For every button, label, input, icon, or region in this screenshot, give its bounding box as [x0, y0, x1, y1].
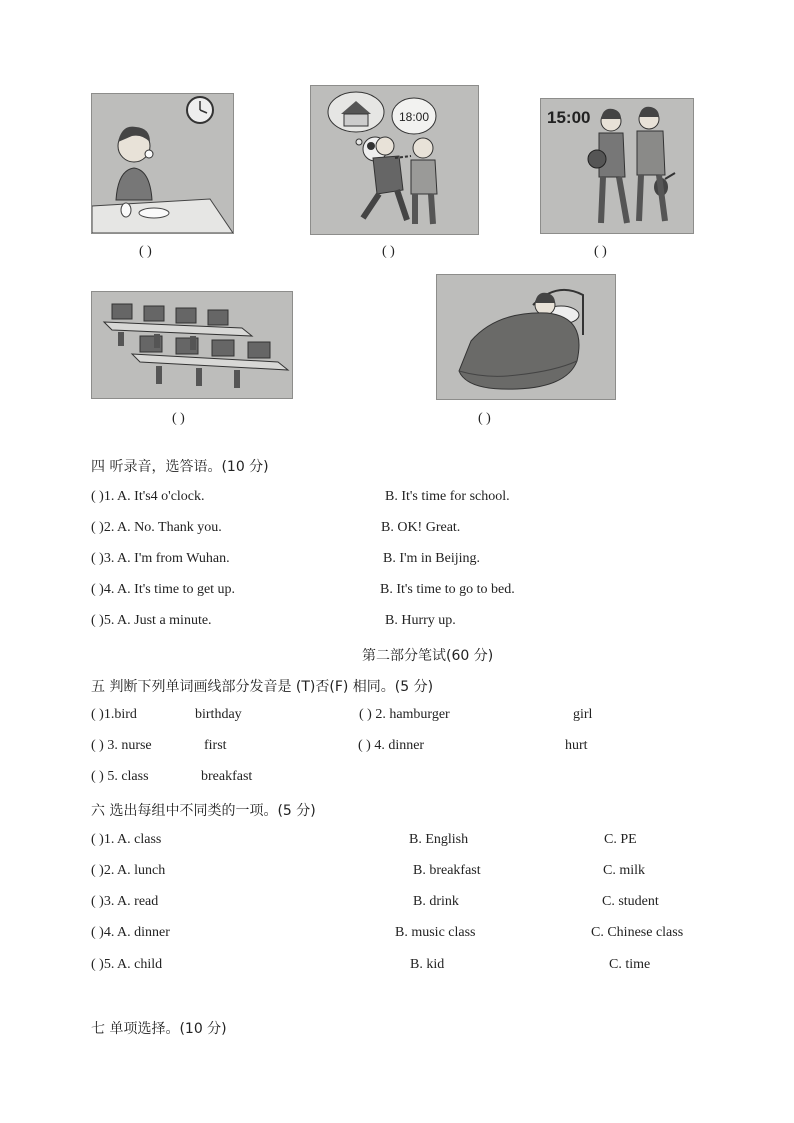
- basketball-icon: [588, 150, 606, 168]
- s4-q1-option-b[interactable]: B. It's time for school.: [385, 489, 510, 504]
- s6-q5-option-c[interactable]: C. time: [609, 957, 651, 972]
- boy-eating-illustration: [92, 94, 233, 233]
- s4-q5-option-b[interactable]: B. Hurry up.: [385, 613, 456, 628]
- clock-time-label: 18:00: [398, 110, 430, 124]
- answer-blank-4[interactable]: ( ): [172, 411, 185, 426]
- s6-q2-option-b[interactable]: B. breakfast: [413, 863, 481, 878]
- section-7-title: 七 单项选择。(10 分): [91, 1021, 227, 1037]
- s6-q3-option-b[interactable]: B. drink: [413, 894, 459, 909]
- s6-q3-option-a[interactable]: ( )3. A. read: [91, 894, 159, 909]
- s5-q3-compare: first: [204, 738, 227, 753]
- s4-q5-option-a[interactable]: ( )5. A. Just a minute.: [91, 613, 212, 628]
- sign-time-label: 15:00: [547, 108, 591, 127]
- boys-sports-illustration: [541, 99, 693, 233]
- part-2-heading: 第二部分笔试(60 分): [362, 648, 494, 664]
- s4-q1-option-a[interactable]: ( )1. A. It's4 o'clock.: [91, 489, 205, 504]
- answer-blank-2[interactable]: ( ): [382, 244, 395, 259]
- s5-q2-compare: girl: [573, 707, 593, 722]
- section-5-title: 五 判断下列单词画线部分发音是 (T)否(F) 相同。(5 分): [91, 679, 434, 695]
- s4-q2-option-a[interactable]: ( )2. A. No. Thank you.: [91, 520, 222, 535]
- s4-q4-option-a[interactable]: ( )4. A. It's time to get up.: [91, 582, 236, 597]
- s4-q3-option-a[interactable]: ( )3. A. I'm from Wuhan.: [91, 551, 230, 566]
- boy-in-bed-illustration: [437, 275, 615, 399]
- answer-blank-5[interactable]: ( ): [478, 411, 491, 426]
- s5-q5-word[interactable]: ( ) 5. class: [91, 769, 149, 784]
- s5-q1-compare: birthday: [195, 707, 242, 722]
- picture-boys-sports: [540, 98, 694, 234]
- s6-q5-option-a[interactable]: ( )5. A. child: [91, 957, 163, 972]
- s6-q4-option-b[interactable]: B. music class: [395, 925, 476, 940]
- s6-q5-option-b[interactable]: B. kid: [410, 957, 445, 972]
- s6-q4-option-c[interactable]: C. Chinese class: [591, 925, 684, 940]
- s5-q3-word[interactable]: ( ) 3. nurse: [91, 738, 152, 753]
- s5-q1-word[interactable]: ( )1.bird: [91, 707, 137, 722]
- s6-q3-option-c[interactable]: C. student: [602, 894, 659, 909]
- picture-boy-eating: [91, 93, 234, 234]
- s6-q2-option-c[interactable]: C. milk: [603, 863, 646, 878]
- computer-room-illustration: [92, 292, 292, 398]
- s4-q2-option-b[interactable]: B. OK! Great.: [381, 520, 461, 535]
- s4-q3-option-b[interactable]: B. I'm in Beijing.: [383, 551, 481, 566]
- s6-q1-option-a[interactable]: ( )1. A. class: [91, 832, 162, 847]
- picture-boys-football: [310, 85, 479, 235]
- s6-q1-option-c[interactable]: C. PE: [604, 832, 637, 847]
- answer-blank-3[interactable]: ( ): [594, 244, 607, 259]
- s5-q4-compare: hurt: [565, 738, 588, 753]
- s6-q2-option-a[interactable]: ( )2. A. lunch: [91, 863, 166, 878]
- s5-q4-word[interactable]: ( ) 4. dinner: [358, 738, 425, 753]
- s6-q1-option-b[interactable]: B. English: [409, 832, 469, 847]
- picture-computer-room: [91, 291, 293, 399]
- section-6-title: 六 选出每组中不同类的一项。(5 分): [91, 803, 316, 819]
- boys-football-illustration: [311, 86, 478, 234]
- picture-boy-in-bed: [436, 274, 616, 400]
- section-4-title: 四 听录音，选答语。(10 分): [91, 459, 269, 475]
- s5-q5-compare: breakfast: [201, 769, 253, 784]
- s6-q4-option-a[interactable]: ( )4. A. dinner: [91, 925, 170, 940]
- s5-q2-word[interactable]: ( ) 2. hamburger: [359, 707, 450, 722]
- answer-blank-1[interactable]: ( ): [139, 244, 152, 259]
- s4-q4-option-b[interactable]: B. It's time to go to bed.: [380, 582, 515, 597]
